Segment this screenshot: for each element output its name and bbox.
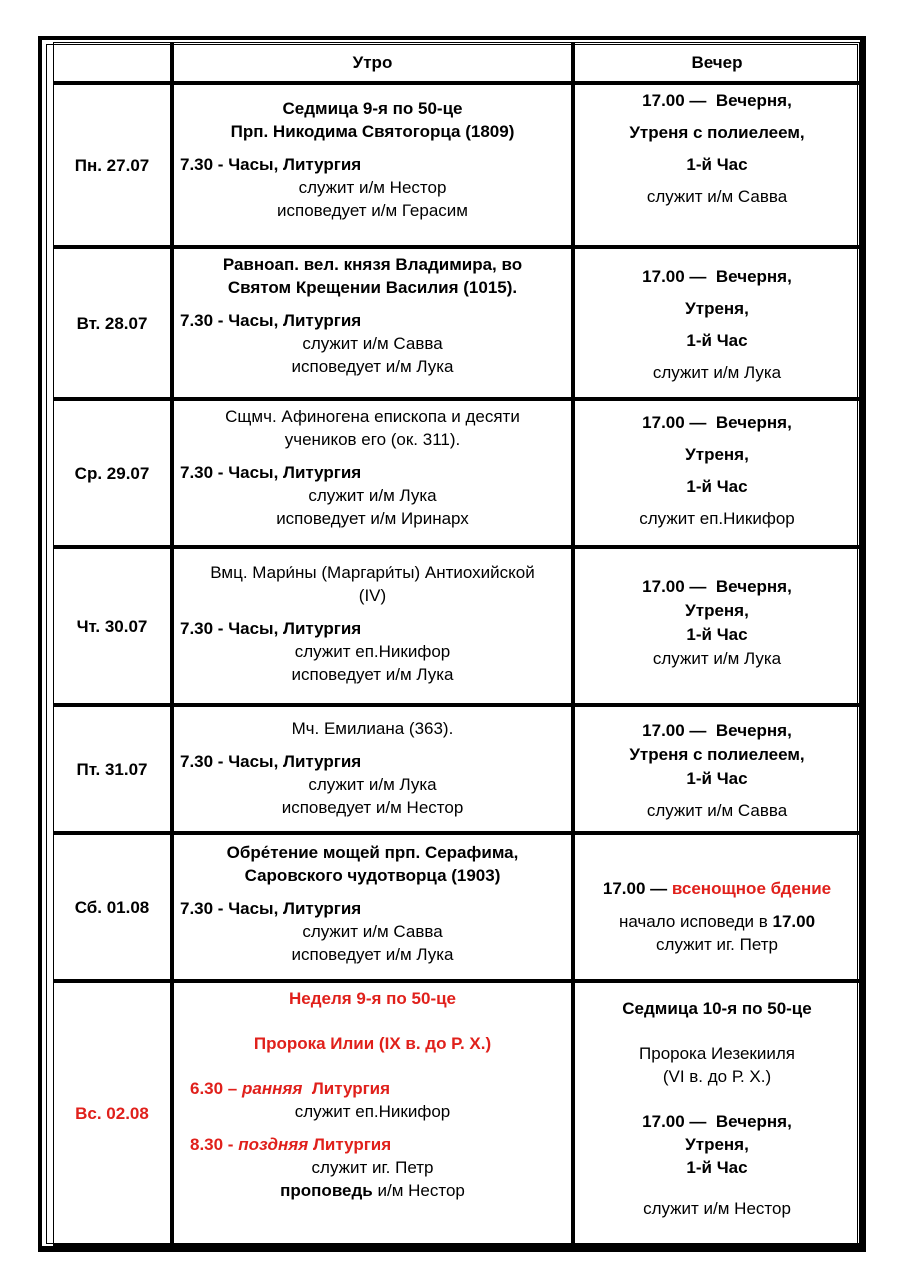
service-time: 7.30 - Часы, Литургия bbox=[180, 463, 362, 482]
header-evening: Вечер bbox=[574, 42, 862, 84]
feast-title: Мч. Емилиана (363). bbox=[291, 719, 454, 738]
evening-service: Вечерня, bbox=[715, 1112, 792, 1131]
serving-clergy: служит еп.Никифор bbox=[294, 1102, 451, 1121]
day-cell: Вт. 28.07 bbox=[53, 248, 173, 400]
evening-service: Вечерня, bbox=[715, 413, 792, 432]
evening-time: 17.00 — bbox=[642, 267, 707, 286]
day-cell: Пн. 27.07 bbox=[53, 84, 173, 248]
morning-cell bbox=[173, 834, 574, 982]
serving-clergy: служит еп.Никифор bbox=[294, 642, 451, 661]
confession-time: 17.00 bbox=[772, 912, 816, 931]
evening-cell bbox=[574, 548, 862, 706]
morning-cell bbox=[173, 706, 574, 834]
evening-cell bbox=[574, 248, 862, 400]
evening-service-line bbox=[642, 407, 792, 439]
feast-title: Святом Крещении Василия (1015). bbox=[227, 278, 518, 297]
service-time: 7.30 - Часы, Литургия bbox=[180, 311, 362, 330]
feast-title: (IV) bbox=[358, 586, 387, 605]
evening-service: Утреня, bbox=[685, 445, 749, 464]
morning-cell bbox=[173, 548, 574, 706]
feast-title: учеников его (ок. 311). bbox=[284, 430, 461, 449]
service-time: 7.30 - Часы, Литургия bbox=[180, 899, 362, 918]
evening-service-line bbox=[642, 85, 792, 117]
evening-service: Вечерня, bbox=[715, 721, 792, 740]
evening-service: 1-й Час bbox=[686, 1158, 748, 1177]
evening-service: Утреня с полиелеем, bbox=[629, 123, 805, 142]
header-morning: Утро bbox=[173, 42, 574, 84]
serving-clergy: служит еп.Никифор bbox=[639, 509, 795, 528]
evening-service: 1-й Час bbox=[686, 625, 748, 644]
evening-time: 17.00 — bbox=[642, 577, 707, 596]
feast-title: Сщмч. Афиногена епископа и десяти bbox=[225, 407, 520, 426]
evening-service: 1-й Час bbox=[686, 769, 748, 788]
serving-clergy: служит и/м Лука bbox=[308, 775, 437, 794]
morning-cell bbox=[173, 982, 574, 1246]
evening-service: Утреня с полиелеем, bbox=[629, 745, 805, 764]
serving-clergy: служит и/м Лука bbox=[652, 649, 782, 668]
evening-cell bbox=[574, 834, 862, 982]
evening-cell bbox=[574, 400, 862, 548]
day-cell: Сб. 01.08 bbox=[53, 834, 173, 982]
late-time: 8.30 - bbox=[190, 1135, 234, 1154]
confessor: исповедует и/м Иринарх bbox=[276, 509, 469, 528]
early-word: ранняя bbox=[242, 1079, 303, 1098]
late-liturgy bbox=[174, 1133, 391, 1156]
feast-title: (VI в. до Р. Х.) bbox=[662, 1067, 772, 1086]
serving-clergy: служит иг. Петр bbox=[656, 935, 778, 954]
header-corner-cell bbox=[53, 42, 173, 84]
evening-service-line bbox=[642, 719, 792, 743]
day-cell: Вс. 02.08 bbox=[53, 982, 173, 1246]
evening-service: Вечерня, bbox=[715, 577, 792, 596]
vigil-label: всенощное бдение bbox=[671, 879, 832, 898]
early-liturgy-label: Литургия bbox=[311, 1079, 391, 1098]
feast-title: Равноап. вел. князя Владимира, во bbox=[222, 255, 523, 274]
evening-service: Вечерня, bbox=[715, 267, 792, 286]
evening-service: 1-й Час bbox=[686, 477, 748, 496]
day-cell: Чт. 30.07 bbox=[53, 548, 173, 706]
morning-cell bbox=[173, 84, 574, 248]
sermon-line bbox=[280, 1179, 465, 1202]
confession-start bbox=[619, 910, 815, 933]
sunday-title: Неделя 9-я по 50-це bbox=[288, 989, 457, 1008]
evening-service: Вечерня, bbox=[715, 91, 792, 110]
early-liturgy bbox=[174, 1077, 390, 1100]
late-word: поздняя bbox=[238, 1135, 309, 1154]
evening-service: Утреня, bbox=[685, 601, 749, 620]
evening-service-line bbox=[603, 877, 831, 900]
serving-clergy: служит и/м Савва bbox=[646, 187, 788, 206]
confessor: исповедует и/м Лука bbox=[291, 357, 454, 376]
evening-time: 17.00 — bbox=[642, 1112, 707, 1131]
feast-title: Пророка Иезекииля bbox=[639, 1044, 795, 1063]
serving-clergy: служит иг. Петр bbox=[311, 1158, 434, 1177]
morning-cell bbox=[173, 400, 574, 548]
feast-title: Прп. Никодима Святогорца (1809) bbox=[230, 122, 515, 141]
feast-title: Вмц. Мари́ны (Маргари́ты) Антиохийской bbox=[210, 563, 535, 582]
evening-service-line bbox=[642, 575, 792, 599]
evening-cell bbox=[574, 982, 862, 1246]
day-cell: Пт. 31.07 bbox=[53, 706, 173, 834]
serving-clergy: служит и/м Савва bbox=[646, 801, 788, 820]
evening-service: 1-й Час bbox=[686, 331, 748, 350]
feast-title: Саровского чудотворца (1903) bbox=[244, 866, 501, 885]
evening-service-line bbox=[642, 261, 792, 293]
feast-title: Пророка Илии (IX в. до Р. Х.) bbox=[253, 1034, 492, 1053]
evening-time: 17.00 — bbox=[642, 413, 707, 432]
confessor: исповедует и/м Герасим bbox=[277, 201, 468, 220]
week-title: Седмица 10-я по 50-це bbox=[622, 999, 812, 1018]
confessor: исповедует и/м Нестор bbox=[281, 798, 464, 817]
evening-service: Утреня, bbox=[685, 299, 749, 318]
serving-clergy: служит и/м Нестор bbox=[298, 178, 447, 197]
evening-time: 17.00 — bbox=[642, 91, 707, 110]
feast-title: Седмица 9-я по 50-це bbox=[282, 99, 463, 118]
serving-clergy: служит и/м Савва bbox=[302, 334, 443, 353]
serving-clergy: служит и/м Лука bbox=[308, 486, 437, 505]
evening-service-line bbox=[642, 1110, 792, 1133]
evening-service: Утреня, bbox=[685, 1135, 749, 1154]
sermon-clergy: и/м Нестор bbox=[377, 1181, 465, 1200]
evening-time: 17.00 — bbox=[602, 879, 668, 898]
service-time: 7.30 - Часы, Литургия bbox=[180, 619, 362, 638]
sermon-label: проповедь bbox=[280, 1181, 373, 1200]
evening-time: 17.00 — bbox=[642, 721, 707, 740]
feast-title: Обре́тение мощей прп. Серафима, bbox=[226, 843, 519, 862]
serving-clergy: служит и/м Савва bbox=[302, 922, 443, 941]
evening-cell bbox=[574, 706, 862, 834]
evening-cell bbox=[574, 84, 862, 248]
serving-clergy: служит и/м Лука bbox=[652, 363, 782, 382]
early-time: 6.30 – bbox=[190, 1079, 238, 1098]
late-liturgy-label: Литургия bbox=[312, 1135, 392, 1154]
service-time: 7.30 - Часы, Литургия bbox=[180, 155, 362, 174]
evening-service: 1-й Час bbox=[686, 155, 748, 174]
serving-clergy: служит и/м Нестор bbox=[643, 1199, 791, 1218]
confessor: исповедует и/м Лука bbox=[291, 665, 454, 684]
morning-cell bbox=[173, 248, 574, 400]
confession-label: начало исповеди в bbox=[618, 912, 768, 931]
day-cell: Ср. 29.07 bbox=[53, 400, 173, 548]
confessor: исповедует и/м Лука bbox=[291, 945, 454, 964]
service-time: 7.30 - Часы, Литургия bbox=[180, 752, 362, 771]
